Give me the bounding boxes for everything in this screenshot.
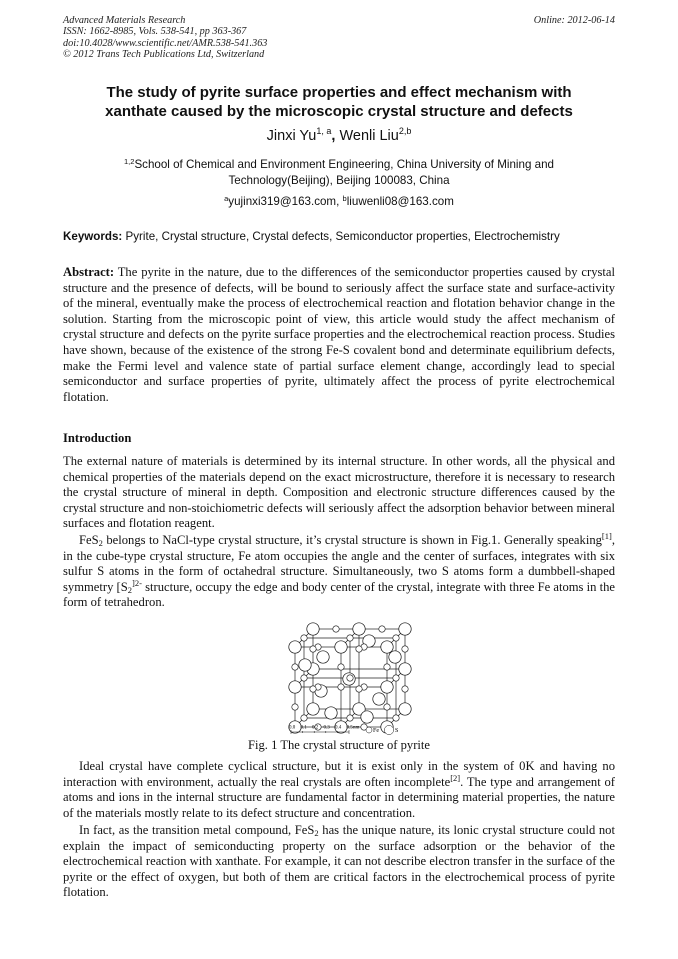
author-list: [0, 127, 678, 145]
affiliation: [90, 157, 588, 188]
sulfur-atom: [381, 641, 393, 653]
iron-atom: [292, 664, 298, 670]
paragraph-ideal-crystal: [63, 759, 615, 821]
text-run: structure, occupy the edge and body center of the crystal, integrate with three Fe atoms in the form of tetrahedron.: [63, 579, 616, 610]
author-2-affil: 2,b: [398, 126, 412, 136]
iron-atom: [310, 686, 316, 692]
figure-caption: Fig. 1 The crystal structure of pyrite: [248, 738, 430, 752]
figure-scale-legend: [289, 723, 419, 737]
iron-atom: [338, 684, 344, 690]
email-b-marker: b: [342, 194, 347, 203]
legend-s-label: S: [395, 728, 399, 734]
text-run: FeS: [79, 533, 99, 547]
online-date: Online: 2012-06-14: [533, 15, 615, 26]
scale-tick-5: 0.5: [346, 725, 353, 731]
title-line-1: The study of pyrite surface properties and effect mechanism with: [106, 84, 572, 101]
iron-atom: [333, 626, 339, 632]
issn-line: ISSN: 1662-8985, Vols. 538-541, pp 363-367: [63, 26, 247, 38]
keywords-label: Keywords:: [63, 230, 123, 243]
scale-tick-3: 0.3: [323, 725, 330, 731]
superscript: ]2-: [132, 577, 142, 588]
iron-atom: [310, 646, 316, 652]
sulfur-atom: [373, 693, 385, 705]
iron-atom: [393, 635, 399, 641]
paper-title: [40, 83, 638, 121]
legend-s-symbol: [384, 725, 393, 734]
iron-atom: [347, 635, 353, 641]
iron-atom: [393, 675, 399, 681]
journal-header: [63, 15, 267, 61]
scale-tick-2: 0.2: [312, 725, 319, 731]
iron-atom: [338, 664, 344, 670]
sulfur-atom: [325, 707, 337, 719]
sulfur-atom: [361, 711, 373, 723]
iron-atom: [301, 675, 307, 681]
scale-bar: [289, 723, 419, 737]
iron-atom: [356, 646, 362, 652]
author-1-name: Jinxi Yu: [266, 128, 317, 144]
sulfur-atom: [289, 681, 301, 693]
scale-tick-0: 0.0: [289, 725, 296, 731]
copyright-line: © 2012 Trans Tech Publications Ltd, Switzerland: [63, 49, 265, 61]
iron-atom: [384, 704, 390, 710]
iron-atom: [301, 635, 307, 641]
subscript: 2: [98, 538, 103, 548]
abstract-text: The pyrite in the nature, due to the differences of the semiconductor properties caused by crystal structure and the presence of defects, will be bound to seriously affect the surface state and surface-activity of the mineral, eventually make the process of electrochemical reaction and flotation behavior change in the solution. Starting from the microscopic point of view, this article would study the affect mechanism of crystal structure and defects on the pyrite surface properties and the electrochemical reaction process. Studies have shown, because of the existence of the strong Fe-S covalent bond and determinate equilibrium defects, make the Fermi level and valence state of partial surface element change, accordingly lead to special semiconductor and surface properties of pyrite, ultimately affect the process of pyrite electrochemical flotation.: [63, 265, 615, 404]
intro-paragraph-1: The external nature of materials is determined by its internal structure. In other words, all the physical and chemical properties of the materials depend on the exact microstructure, therefore it is necessary to research the crystal structure of mineral in depth. Composition and electronic structure differences caused by the crystal structure and non-stoichiometric defects will seriously affect the adsorption behavior between mineral surfaces and flotation reagent.: [63, 454, 615, 531]
sulfur-atom: [399, 703, 411, 715]
iron-atom: [402, 686, 408, 692]
sulfur-atom: [399, 623, 411, 635]
scale-tick-1: 0.1: [300, 725, 307, 731]
sulfur-atom: [299, 659, 311, 671]
sulfur-atom: [353, 623, 365, 635]
subscript: 2: [127, 584, 133, 595]
sulfur-atom: [381, 681, 393, 693]
iron-atom: [347, 675, 353, 681]
sulfur-atom: [307, 623, 319, 635]
doi-line: doi:10.4028/www.scientific.net/AMR.538-541.363: [63, 37, 268, 49]
text-run: , in the cube-type crystal structure, Fe atom occupies the angle and the center of surfaces, integrates with six sulfur S atoms in the form of octahedral structure. Simultaneously, two S atoms form a dumbbell-shaped symmetry [S: [63, 533, 615, 594]
introduction-heading: Introduction: [63, 431, 132, 445]
abstract: [63, 265, 615, 405]
author-emails: [0, 194, 678, 209]
title-line-2: xanthate caused by the microscopic crystal structure and defects: [105, 103, 573, 120]
iron-atom: [356, 686, 362, 692]
keywords-text: Pyrite, Crystal structure, Crystal defects, Semiconductor properties, Electrochemistry: [122, 230, 560, 243]
email-b: liuwenli08@163.com: [346, 195, 454, 208]
sulfur-atom: [399, 663, 411, 675]
author-2-name: Wenli Liu: [339, 128, 399, 144]
subscript: 2: [314, 828, 319, 838]
sulfur-atom: [289, 641, 301, 653]
crystal-structure-figure: [283, 621, 415, 737]
scale-unit: nm: [353, 725, 360, 731]
abstract-label: Abstract:: [63, 265, 115, 279]
author-separator: ,: [331, 128, 340, 144]
affiliation-text: School of Chemical and Environment Engineering, China University of Mining and Technology(Beijing), Beijing 100083, China: [134, 158, 554, 187]
text-run: belongs to NaCl-type crystal structure, it’s crystal structure is shown in Fig.1. Generally speaking: [102, 533, 602, 547]
sulfur-atom: [335, 641, 347, 653]
iron-atom: [292, 704, 298, 710]
citation-ref: [2]: [450, 772, 461, 783]
sulfur-atom: [307, 703, 319, 715]
citation-ref: [1]: [601, 531, 612, 541]
intro-paragraph-2: [63, 533, 615, 611]
sulfur-atom: [317, 651, 329, 663]
journal-name: Advanced Materials Research: [63, 15, 186, 26]
iron-atom: [379, 626, 385, 632]
iron-atom: [393, 715, 399, 721]
keywords: [63, 229, 623, 244]
text-run: . The type and arrangement of atoms and ions in the internal structure are fundamental factor in determining material properties, the nature of the materials mostly relate to its defect structure and concentration.: [63, 774, 616, 820]
scale-tick-4: 0.4: [335, 725, 342, 731]
text-run: Ideal crystal have complete cyclical structure, but it is exist only in the system of 0K and having no interaction with environment, actually the real crystals are often incomplete: [63, 759, 615, 789]
iron-atom: [402, 646, 408, 652]
sulfur-atom: [389, 651, 401, 663]
text-run: has the unique nature, its lonic crystal structure could not explain the impact of semiconducting property on the surface adsorption or the behavior of the electrochemical reaction with xanthate. For example, it can not describe electron transfer in the surface of the pyrite or the effect of oxygen, but both of them are critical factors in the electrochemical process of pyrite flotation.: [63, 823, 615, 900]
iron-atom: [347, 715, 353, 721]
affiliation-marker: 1,2: [124, 157, 135, 166]
author-1-affil: 1, a: [316, 126, 332, 136]
legend-fe-label: Fe: [373, 728, 379, 734]
legend-fe-symbol: [366, 727, 372, 733]
email-a-marker: a: [224, 194, 229, 203]
email-a: yujinxi319@163.com,: [228, 195, 343, 208]
iron-atom: [384, 664, 390, 670]
iron-atom: [301, 715, 307, 721]
atom-layer: [289, 623, 411, 733]
paragraph-transition-metal: [63, 823, 615, 901]
text-run: In fact, as the transition metal compound, FeS: [79, 823, 315, 837]
